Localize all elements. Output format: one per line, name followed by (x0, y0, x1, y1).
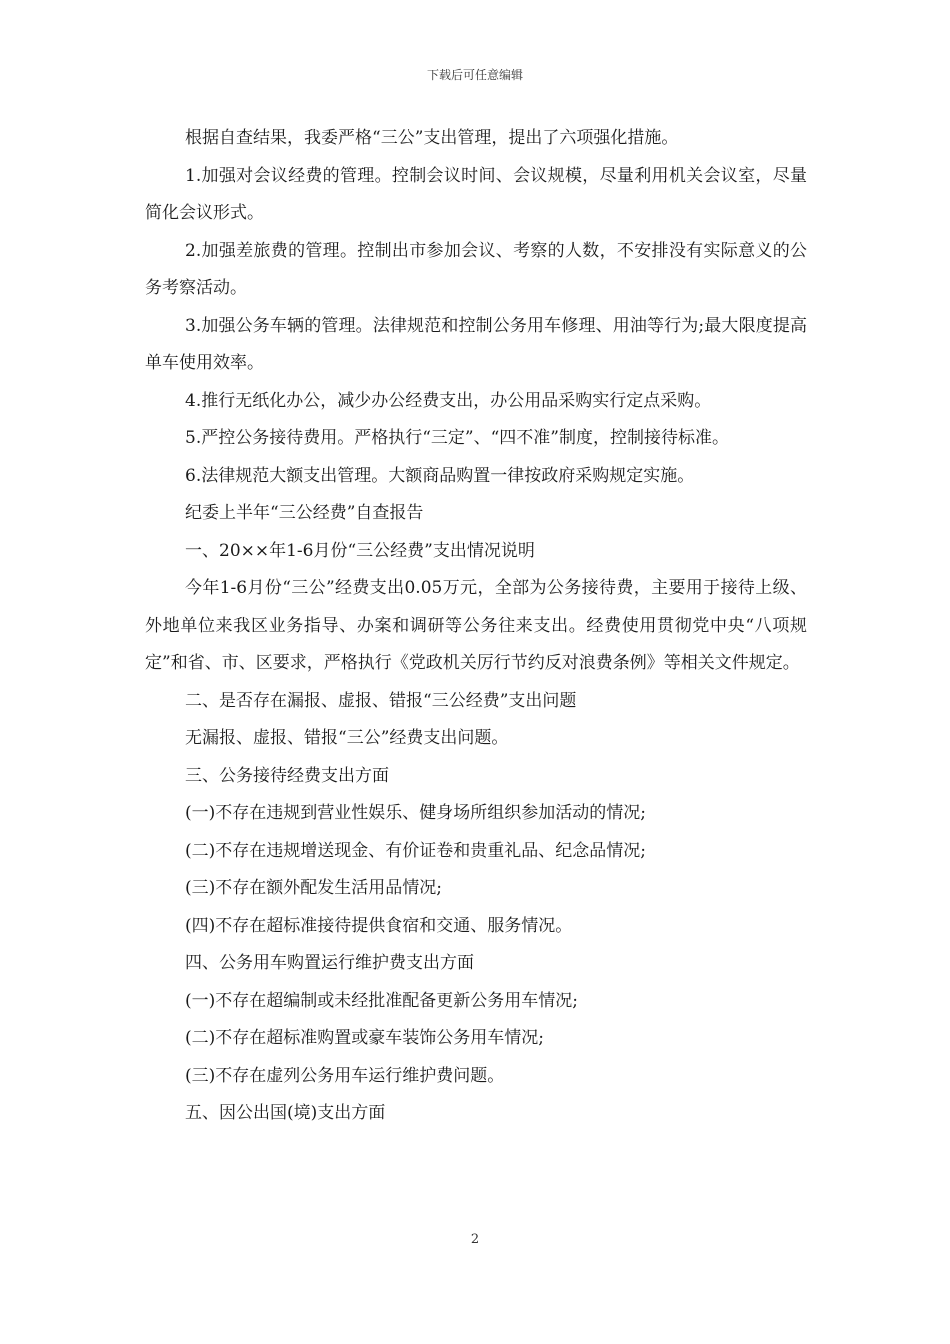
list-item: (二)不存在超标准购置或豪车装饰公务用车情况; (185, 1028, 544, 1048)
list-item: (二)不存在违规增送现金、有价证卷和贵重礼品、纪念品情况; (185, 840, 646, 861)
list-item: (三)不存在虚列公务用车运行维护费问题。 (185, 1065, 505, 1086)
paragraph: 无漏报、虚报、错报“三公”经费支出问题。 (185, 728, 509, 748)
section-heading: 一、20××年1-6月份“三公经费”支出情况说明 (185, 540, 535, 561)
document-body (145, 120, 807, 1133)
list-item: (三)不存在额外配发生活用品情况; (185, 878, 442, 898)
paragraph: 3.加强公务车辆的管理。法律规范和控制公务用车修理、用油等行为;最大限度提高单车使用效率。 (145, 315, 807, 373)
section-heading: 四、公务用车购置运行维护费支出方面 (185, 953, 474, 973)
paragraph: 根据自查结果，我委严格“三公”支出管理，提出了六项强化措施。 (185, 128, 679, 148)
paragraph: 4.推行无纸化办公，减少办公经费支出，办公用品采购实行定点采购。 (185, 390, 712, 411)
paragraph: 5.严控公务接待费用。严格执行“三定”、“四不准”制度，控制接待标准。 (185, 428, 729, 448)
paragraph: 6.法律规范大额支出管理。大额商品购置一律按政府采购规定实施。 (185, 465, 695, 486)
list-item: (一)不存在超编制或未经批准配备更新公务用车情况; (185, 990, 578, 1011)
paragraph: 今年1-6月份“三公”经费支出0.05万元，全部为公务接待费，主要用于接待上级、外地单位来我区业务指导、办案和调研等公务往来支出。经费使用贯彻党中央“八项规定”和省、市、区要求，严格执行《党政机关厉行节约反对浪费条例》等相关文件规定。 (145, 578, 807, 673)
paragraph: 2.加强差旅费的管理。控制出市参加会议、考察的人数，不安排没有实际意义的公务考察活动。 (145, 240, 807, 298)
section-heading: 三、公务接待经费支出方面 (185, 765, 389, 786)
list-item: (四)不存在超标准接待提供食宿和交通、服务情况。 (185, 915, 573, 936)
section-title: 纪委上半年“三公经费”自查报告 (185, 503, 424, 523)
paragraph: 1.加强对会议经费的管理。控制会议时间、会议规模，尽量利用机关会议室，尽量简化会议形式。 (145, 165, 807, 223)
section-heading: 二、是否存在漏报、虚报、错报“三公经费”支出问题 (185, 690, 577, 711)
section-heading: 五、因公出国(境)支出方面 (185, 1103, 386, 1123)
list-item: (一)不存在违规到营业性娱乐、健身场所组织参加活动的情况; (185, 803, 646, 823)
page-number: 2 (470, 1232, 480, 1247)
page-header: 下载后可任意编辑 (426, 68, 523, 82)
